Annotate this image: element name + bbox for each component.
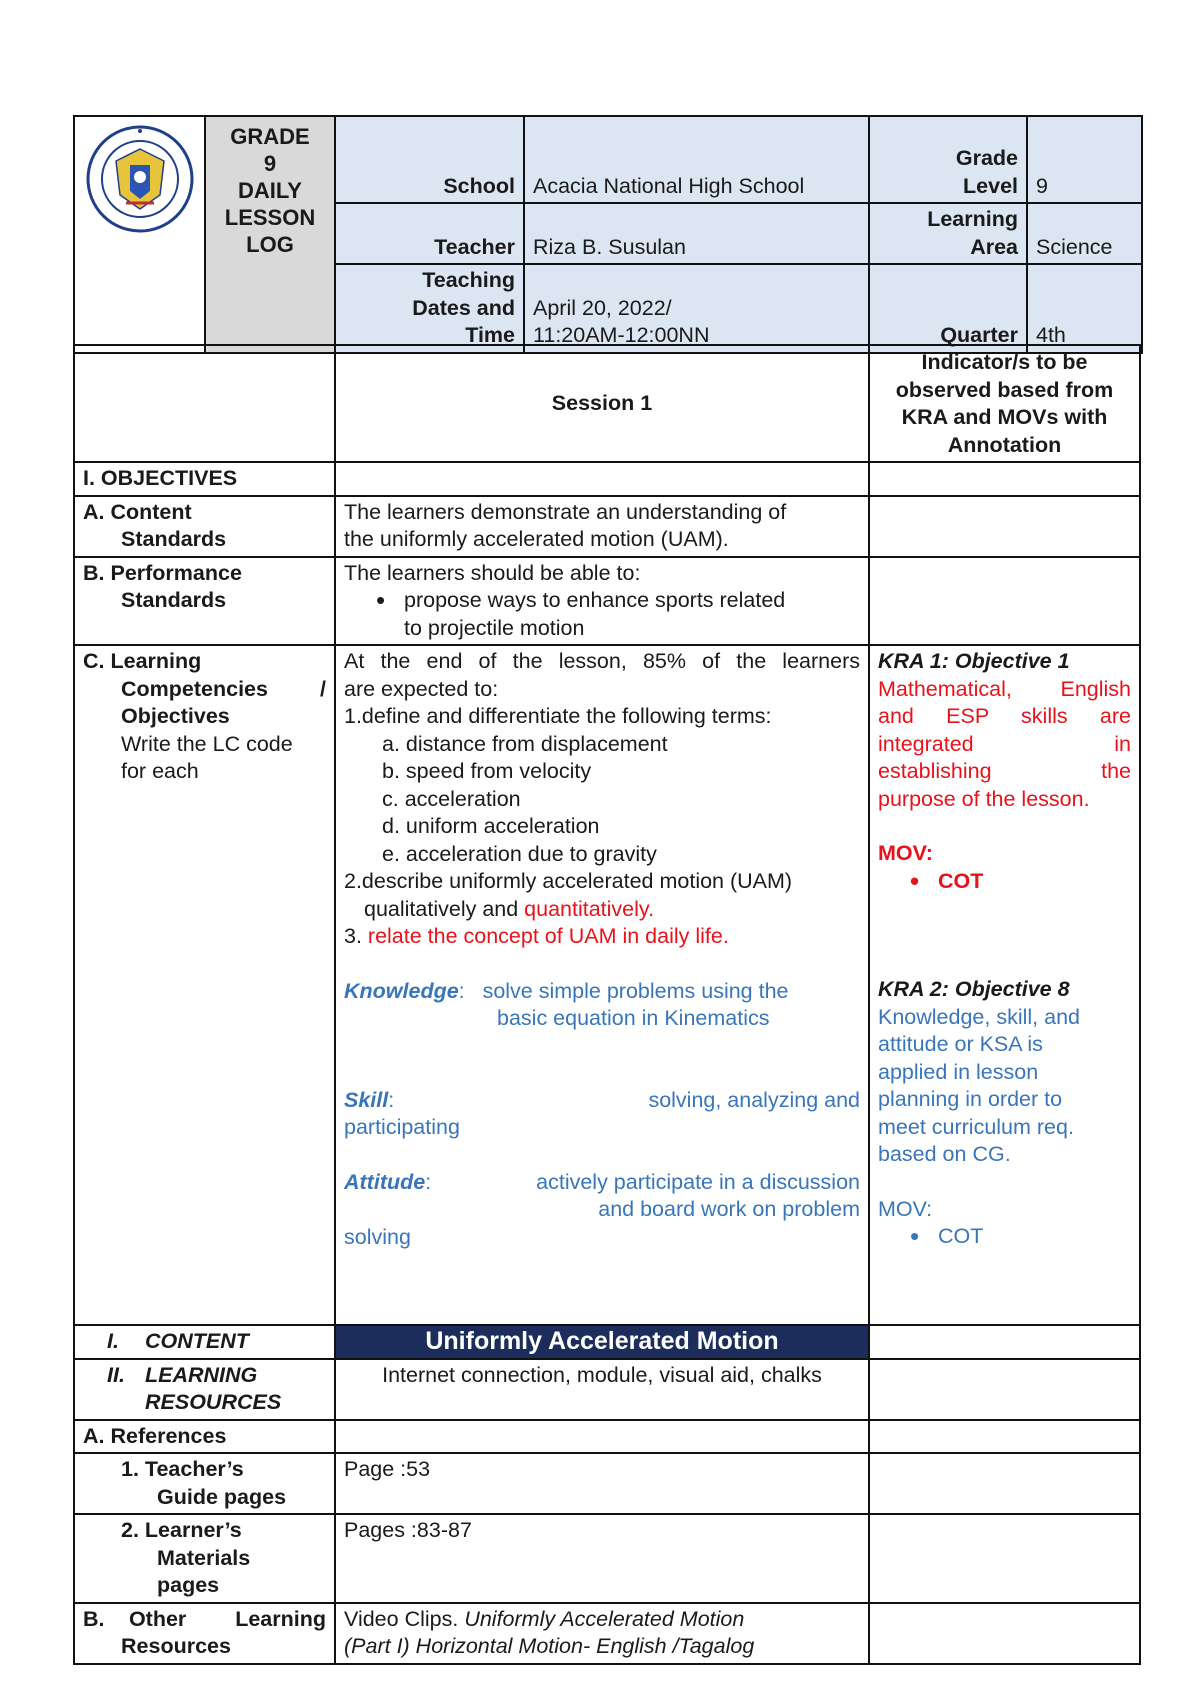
- empty-cell: [335, 462, 869, 496]
- learning-competencies-label: C. Learning Competencies / Objectives Write the LC code for each: [74, 645, 335, 1325]
- list-item: • COT: [938, 1223, 1131, 1251]
- list-item: • COT: [938, 868, 1131, 896]
- empty-cell: [869, 1420, 1140, 1454]
- empty-cell: [869, 1453, 1140, 1514]
- title-line: 9: [263, 151, 277, 176]
- table-row: [74, 1514, 1140, 1603]
- table-row: [74, 557, 1140, 646]
- title-line: GRADE: [230, 124, 310, 149]
- learning-competencies-text: At the end of the lesson, 85% of the learners are expected to: 1.define and differentiate the following terms: a. distance from displacement b. speed from velocity c. acceleration d. uniform acceleration e. acceleration due to gravity 2.describe uniformly accelerated motion (UAM) qualitatively and quantitatively. 3. relate the concept of UAM in daily life. Knowledge: solve simple problems using the basic equation in Kinematics Skill: solving, analyzing and participating Attitude: actively participate in a discussion and board work on problem solving: [335, 645, 869, 1325]
- teacher-value: Riza B. Susulan: [524, 203, 869, 264]
- empty-cell: [869, 462, 1140, 496]
- learning-area-value: Science: [1027, 203, 1142, 264]
- empty-cell: [869, 557, 1140, 646]
- teacher-guide-label: 1. Teacher’s Guide pages: [74, 1453, 335, 1514]
- empty-cell: [869, 1359, 1140, 1420]
- references-label: A. References: [74, 1420, 335, 1454]
- quarter-value: 4th: [1027, 264, 1142, 353]
- empty-cell: [335, 1420, 869, 1454]
- dates-label: Teaching Dates and Time: [335, 264, 524, 353]
- session-header: Session 1: [335, 345, 869, 462]
- column-header-row: [74, 345, 1140, 462]
- learning-area-label: Learning Area: [869, 203, 1027, 264]
- title-line: LESSON: [224, 205, 316, 230]
- lesson-table: [73, 344, 1141, 1665]
- list-item: • propose ways to enhance sports related to projectile motion: [404, 587, 860, 642]
- table-row: [74, 1603, 1140, 1664]
- empty-cell: [869, 496, 1140, 557]
- teacher-guide-pages: Page :53: [335, 1453, 869, 1514]
- content-standards-text: The learners demonstrate an understanding of the uniformly accelerated motion (UAM).: [335, 496, 869, 557]
- learner-materials-pages: Pages :83-87: [335, 1514, 869, 1603]
- content-title-banner: Uniformly Accelerated Motion: [335, 1325, 869, 1359]
- objectives-heading: I. OBJECTIVES: [74, 462, 335, 496]
- table-row: [74, 1359, 1140, 1420]
- header-table: [73, 115, 1143, 354]
- table-row: [74, 1325, 1140, 1359]
- deped-seal-icon: [86, 125, 194, 233]
- page-title: [205, 116, 335, 353]
- table-row: [74, 645, 1140, 1325]
- empty-cell: [869, 1325, 1140, 1359]
- learner-materials-label: 2. Learner’s Materials pages: [74, 1514, 335, 1603]
- teacher-label: Teacher: [335, 203, 524, 264]
- content-label: I. CONTENT: [74, 1325, 335, 1359]
- empty-cell: [869, 1514, 1140, 1603]
- school-label: School: [335, 116, 524, 203]
- other-resources-label: B. Other Learning Resources: [74, 1603, 335, 1664]
- deped-seal-cell: [74, 116, 205, 353]
- table-row: [74, 462, 1140, 496]
- blank-header-cell: [74, 345, 335, 462]
- indicators-header: Indicator/s to be observed based from KRA and MOVs with Annotation: [869, 345, 1140, 462]
- empty-cell: [869, 1603, 1140, 1664]
- content-standards-label: A. Content Standards: [74, 496, 335, 557]
- quarter-label: Quarter: [869, 264, 1027, 353]
- title-line: DAILY: [238, 178, 302, 203]
- grade-level-value: 9: [1027, 116, 1142, 203]
- table-row: [74, 1453, 1140, 1514]
- table-row: [74, 1420, 1140, 1454]
- indicators-annotations: KRA 1: Objective 1 Mathematical, English and ESP skills are integrated in establishing the purpose of the lesson. MOV: • COT KRA 2: Objective 8 Knowledge, skill, and attitude or KSA is applied in lesson planning in order to meet curriculum req. based on CG. MOV: • COT: [869, 645, 1140, 1325]
- grade-level-label: Grade Level: [869, 116, 1027, 203]
- learning-resources-text: Internet connection, module, visual aid, chalks: [335, 1359, 869, 1420]
- performance-standards-label: B. Performance Standards: [74, 557, 335, 646]
- other-resources-text: Video Clips. Uniformly Accelerated Motion (Part I) Horizontal Motion- English /Tagalog: [335, 1603, 869, 1664]
- performance-standards-text: The learners should be able to: • propose ways to enhance sports related to projectile motion: [335, 557, 869, 646]
- table-row: [74, 496, 1140, 557]
- school-value: Acacia National High School: [524, 116, 869, 203]
- learning-resources-label: II. LEARNING RESOURCES: [74, 1359, 335, 1420]
- dates-value: April 20, 2022/ 11:20AM-12:00NN: [524, 264, 869, 353]
- title-line: LOG: [246, 232, 294, 257]
